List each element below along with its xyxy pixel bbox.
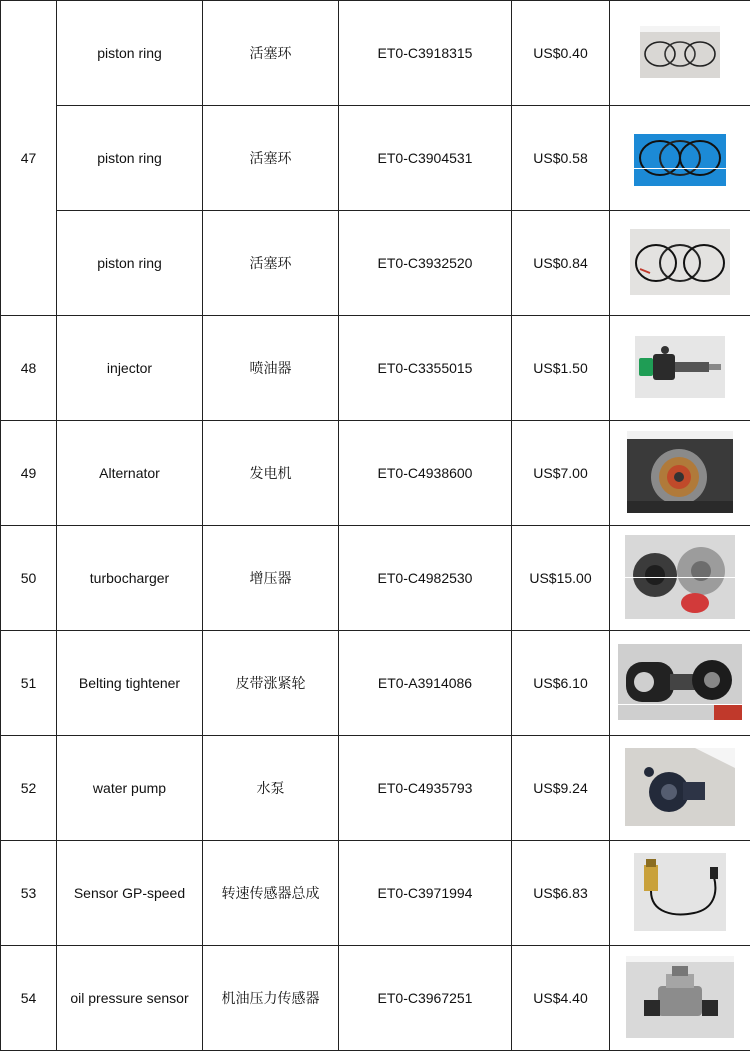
part-name-cn: 皮带涨紧轮 — [203, 631, 339, 736]
part-image-cell — [610, 211, 750, 316]
part-price: US$9.24 — [512, 736, 610, 841]
table-row — [1, 946, 750, 1051]
part-price: US$6.10 — [512, 631, 610, 736]
item-number: 48 — [1, 316, 57, 421]
table-row — [1, 1, 750, 106]
item-number: 49 — [1, 421, 57, 526]
part-image-cell — [610, 421, 750, 526]
part-name-cn: 喷油器 — [203, 316, 339, 421]
part-name-cn: 活塞环 — [203, 211, 339, 316]
part-code: ET0-C4982530 — [339, 526, 512, 631]
part-code: ET0-C4935793 — [339, 736, 512, 841]
part-image-cell — [610, 106, 750, 211]
part-name-cn: 增压器 — [203, 526, 339, 631]
part-price: US$1.50 — [512, 316, 610, 421]
part-name-cn: 机油压力传感器 — [203, 946, 339, 1051]
part-code: ET0-C3904531 — [339, 106, 512, 211]
part-code: ET0-C3967251 — [339, 946, 512, 1051]
part-name: Alternator — [57, 421, 203, 526]
part-name-cn: 水泵 — [203, 736, 339, 841]
piston-rings-blue-image — [634, 128, 726, 186]
part-price: US$0.84 — [512, 211, 610, 316]
oil-pressure-sensor-image — [626, 956, 734, 1038]
part-name-cn: 发电机 — [203, 421, 339, 526]
part-image-cell — [610, 316, 750, 421]
speed-sensor-image — [634, 853, 726, 931]
item-number: 50 — [1, 526, 57, 631]
part-price: US$4.40 — [512, 946, 610, 1051]
part-code: ET0-C3932520 — [339, 211, 512, 316]
part-name-cn: 活塞环 — [203, 106, 339, 211]
part-name: piston ring — [57, 1, 203, 106]
part-image-cell — [610, 946, 750, 1051]
water-pump-image — [625, 748, 735, 826]
part-image-cell — [610, 1, 750, 106]
table-row — [1, 631, 750, 736]
part-name: piston ring — [57, 211, 203, 316]
part-price: US$0.58 — [512, 106, 610, 211]
table-row — [1, 421, 750, 526]
part-price: US$7.00 — [512, 421, 610, 526]
part-name: Belting tightener — [57, 631, 203, 736]
part-image-cell — [610, 526, 750, 631]
part-name-cn: 活塞环 — [203, 1, 339, 106]
table-row — [1, 316, 750, 421]
part-code: ET0-C3971994 — [339, 841, 512, 946]
table-row — [1, 841, 750, 946]
part-name: Sensor GP-speed — [57, 841, 203, 946]
item-number: 54 — [1, 946, 57, 1051]
part-code: ET0-C4938600 — [339, 421, 512, 526]
item-number: 47 — [1, 1, 57, 316]
piston-rings-image — [640, 26, 720, 78]
table-row — [1, 736, 750, 841]
injector-image — [635, 336, 725, 398]
part-price: US$15.00 — [512, 526, 610, 631]
part-code: ET0-A3914086 — [339, 631, 512, 736]
belt-tensioner-image — [618, 644, 742, 720]
piston-rings-image — [630, 229, 730, 295]
table-row — [1, 106, 750, 211]
item-number: 52 — [1, 736, 57, 841]
table-row — [1, 526, 750, 631]
part-code: ET0-C3355015 — [339, 316, 512, 421]
item-number: 51 — [1, 631, 57, 736]
part-image-cell — [610, 841, 750, 946]
alternator-image — [627, 431, 733, 513]
turbocharger-image — [625, 535, 735, 619]
part-code: ET0-C3918315 — [339, 1, 512, 106]
part-image-cell — [610, 736, 750, 841]
table-row — [1, 211, 750, 316]
part-name: oil pressure sensor — [57, 946, 203, 1051]
part-name: injector — [57, 316, 203, 421]
part-name: piston ring — [57, 106, 203, 211]
part-name: turbocharger — [57, 526, 203, 631]
part-image-cell — [610, 631, 750, 736]
part-name-cn: 转速传感器总成 — [203, 841, 339, 946]
part-price: US$6.83 — [512, 841, 610, 946]
part-name: water pump — [57, 736, 203, 841]
part-price: US$0.40 — [512, 1, 610, 106]
item-number: 53 — [1, 841, 57, 946]
